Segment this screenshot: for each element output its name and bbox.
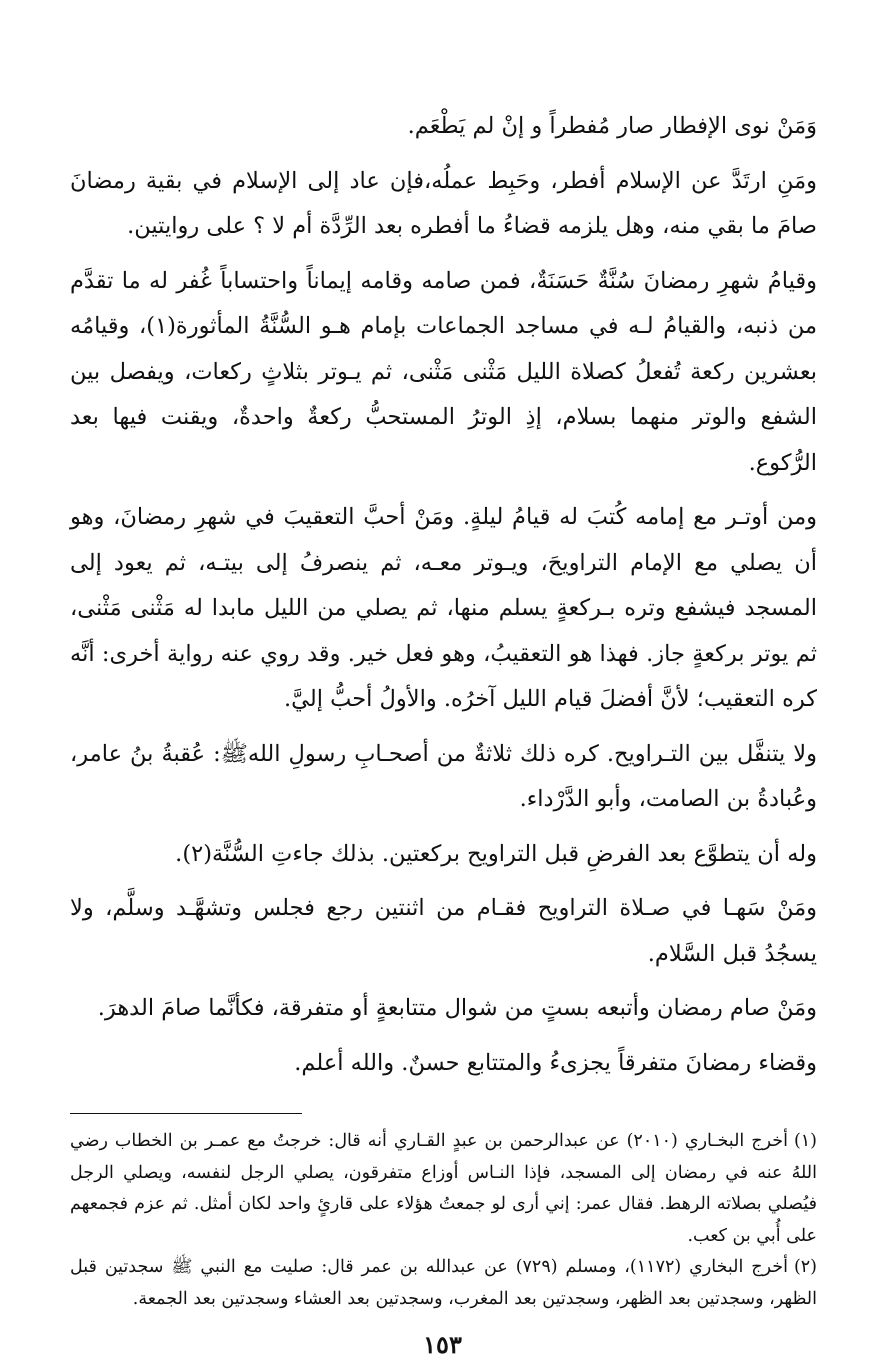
paragraph-4: ومن أوتـر مع إمامه كُتبَ له قيامُ ليلةٍ. ومَنْ أحبَّ التعقيبَ في شهرِ رمضانَ، وهو أن يصلي مع الإمام التراويحَ، ويـوتر معـه، ثم ينصرفُ إلى بيتـه، ثم يعود إلى المسجد فيشفع وتره بـركعةٍ يسلم منها، ثم يصلي من الليل مابدا له مَثْنى مَثْنى، ثم يوتر بركعةٍ جاز. فهذا هو التعقيبُ، وهو فعل خير. وقد روي عنه رواية أخرى: أنَّه كره التعقيب؛ لأنَّ أفضلَ قيام الليل آخرُه. والأولُ أحبُّ إليَّ. xyxy=(70,504,817,712)
footnote-1 xyxy=(70,1126,817,1252)
paragraph-3: وقيامُ شهرِ رمضانَ سُنَّةٌ حَسَنَةٌ، فمن صامه وقامه إيماناً واحتساباً غُفر له ما تقدَّم من ذنبه، والقيامُ لـه في مساجد الجماعات بإمام هـو السُّنَّةُ المأثورة(١)، وقيامُه بعشرين ركعة تُفعلُ كصلاة الليل مَثْنى مَثْنى، ثم يـوتر بثلاثٍ ركعات، ويفصل بين الشفع والوتر منهما بسلام، إذِ الوترُ المستحبُّ ركعةٌ واحدةٌ، ويقنت فيها بعد الرُّكوع. xyxy=(70,267,817,476)
paragraph-7: ومَنْ سَهـا في صـلاة التراويح فقـام من اثنتين رجع فجلس وتشهَّـد وسلَّم، ولا يسجُدُ قبل السَّلام. xyxy=(70,895,817,967)
footnote-2-text: أخرج البخاري (١١٧٢)، ومسلم (٧٢٩) عن عبدالله بن عمر قال: صليت مع النبي ﷺ سجدتين قبل الظهر، وسجدتين بعد الظهر، وسجدتين بعد المغرب، وسجدتين بعد العشاء وسجدتين بعد الجمعة. xyxy=(70,1257,817,1309)
paragraph-5: ولا يتنفَّل بين التـراويح. كره ذلك ثلاثةٌ من أصحـابِ رسولِ اللهﷺ: عُقبةُ بنُ عامر، وعُبادةُ بن الصامت، وأبو الدَّرْداء. xyxy=(70,740,817,812)
footnote-1-text: أخرج البخـاري (٢٠١٠) عن عبدالرحمن بن عبدٍ القـاري أنه قال: خرجتُ مع عمـر بن الخطاب رضي اللهُ عنه في رمضان إلى المسجد، فإذا النـاس أوزاع متفرقون، يصلي الرجل لنفسه، ويصلي الرجل فيُصلي بصلاته الرهط. فقال عمر: إني أرى لو جمعتُ هؤلاء على قارئٍ واحد لكان أمثل. ثم عزم فجمعهم على أُبي بن كعب. xyxy=(70,1131,817,1246)
page-number: ١٥٣ xyxy=(423,1330,462,1359)
paragraph-1: وَمَنْ نوى الإفطار صار مُفطراً و إنْ لم يَطْعَم. xyxy=(407,113,817,139)
footnote-1-number: (١) xyxy=(793,1131,817,1151)
footnote-separator xyxy=(70,1113,302,1114)
main-text xyxy=(70,104,817,1086)
footnote-2-number: (٢) xyxy=(793,1257,817,1277)
footnotes xyxy=(70,1126,817,1315)
paragraph-2: ومَنِ ارتَدَّ عن الإسلام أفطر، وحَبِط عملُه،فإن عاد إلى الإسلام في بقية رمضانَ صامَ ما بقي منه، وهل يلزمه قضاءُ ما أفطره بعد الرِّدَّة أم لا ؟ على روايتين. xyxy=(70,167,817,239)
footnote-2 xyxy=(70,1252,817,1315)
paragraph-9: وقضاء رمضانَ متفرقاً يجزىءُ والمتتابع حسنٌ. والله أعلم. xyxy=(294,1049,817,1076)
paragraph-8: ومَنْ صام رمضان وأتبعه بستٍ من شوال متتابعةٍ أو متفرقة، فكأنَّما صامَ الدهرَ. xyxy=(97,995,817,1021)
paragraph-6: وله أن يتطوَّع بعد الفرضِ قبل التراويح بركعتين. بذلك جاءتِ السُّنَّة(٢). xyxy=(175,840,817,867)
